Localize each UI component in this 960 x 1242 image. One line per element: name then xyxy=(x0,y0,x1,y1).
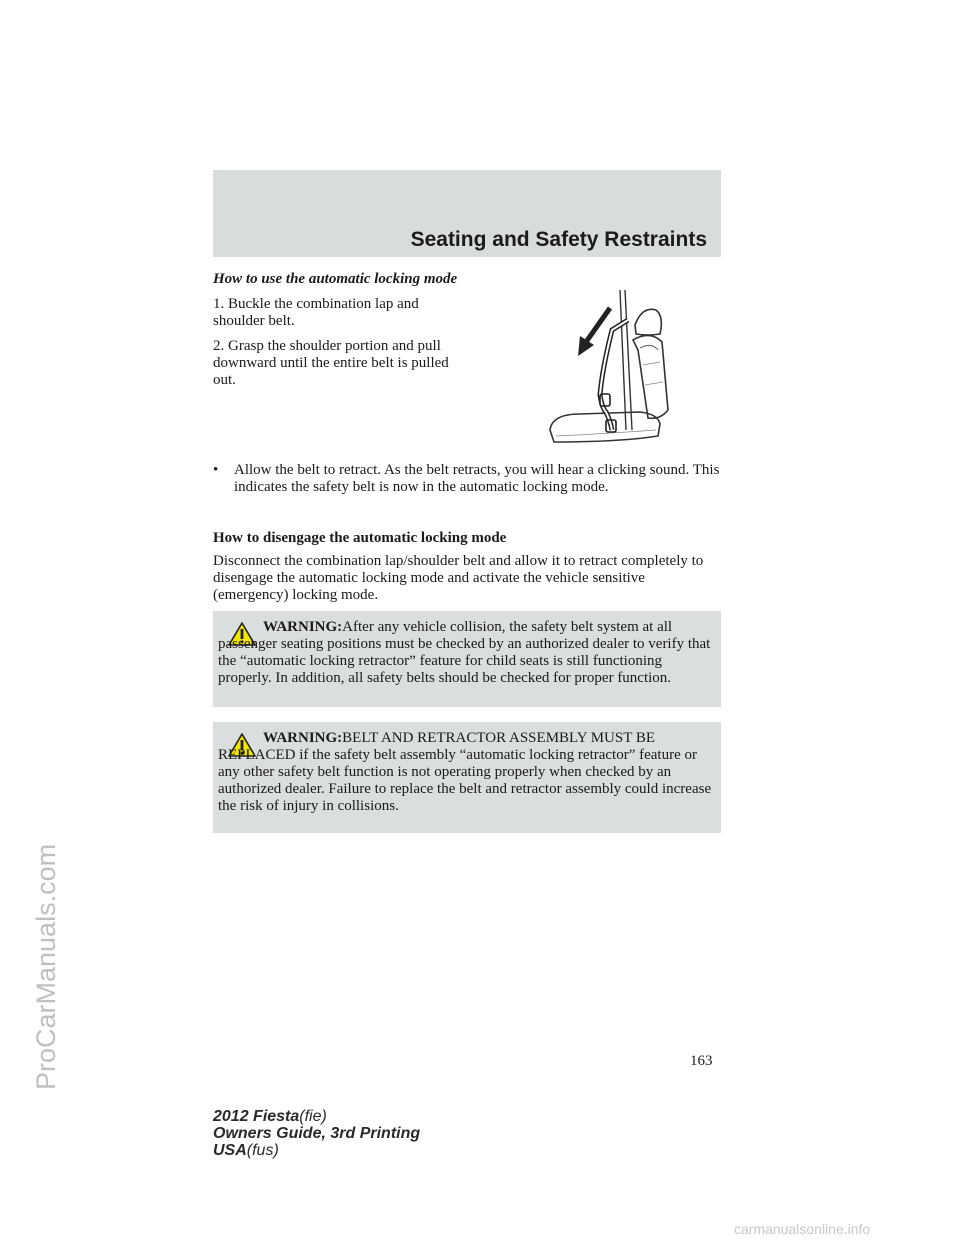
footer-edition xyxy=(213,1108,513,1159)
warning-body-1: After any vehicle collision, the safety belt system at all passenger seating positions must be checked by an authorized dealer to verify that the “automatic locking retractor” feature for child seats is still functioning properly. In addition, all safety belts should be checked for proper function. xyxy=(218,619,711,686)
page-number: 163 xyxy=(690,1053,713,1069)
footer-model: 2012 Fiesta xyxy=(213,1108,300,1125)
seat-belt-illustration xyxy=(540,290,690,450)
step-2: 2. Grasp the shoulder portion and pull downward until the entire belt is pulled out. xyxy=(213,338,449,388)
warning-text-1 xyxy=(218,619,718,687)
warning-label-1: WARNING: xyxy=(263,619,343,635)
section-title: Seating and Safety Restraints xyxy=(410,228,707,251)
disengage-paragraph: Disconnect the combination lap/shoulder belt and allow it to retract completely to disengage the automatic locking mode and activate the vehicle sensitive (emergency) locking mode. xyxy=(213,553,704,603)
footer-guide: Owners Guide, 3rd Printing xyxy=(213,1125,421,1142)
warning-text-2 xyxy=(218,730,718,815)
bullet-text: Allow the belt to retract. As the belt retracts, you will hear a clicking sound. This indicates the safety belt is now in the automatic locking mode. xyxy=(234,462,720,495)
heading-use-locking-mode: How to use the automatic locking mode xyxy=(213,271,458,287)
watermark-procarmanuals: ProCarManuals.com xyxy=(31,843,61,1090)
header-band xyxy=(213,170,721,257)
footer-model-code: (fie) xyxy=(299,1108,327,1125)
warning-label-2: WARNING: xyxy=(263,730,343,746)
footer-market-code: (fus) xyxy=(246,1142,279,1159)
footer-market: USA xyxy=(213,1142,247,1159)
step-1: 1. Buckle the combination lap and shoulder belt. xyxy=(213,296,419,329)
watermark-carmanualsonline: carmanualsonline.info xyxy=(734,1221,871,1237)
warning-box-2 xyxy=(213,722,721,833)
heading-disengage-locking-mode: How to disengage the automatic locking mode xyxy=(213,530,507,546)
bullet-mark: • xyxy=(213,462,219,478)
warning-body-2: BELT AND RETRACTOR ASSEMBLY MUST BE REPLACED if the safety belt assembly “automatic locking retractor” feature or any other safety belt function is not operating properly when checked by an authorized dealer. Failure to replace the belt and retractor assembly could increase the risk of injury in collisions. xyxy=(218,730,712,814)
warning-box-1 xyxy=(213,611,721,707)
